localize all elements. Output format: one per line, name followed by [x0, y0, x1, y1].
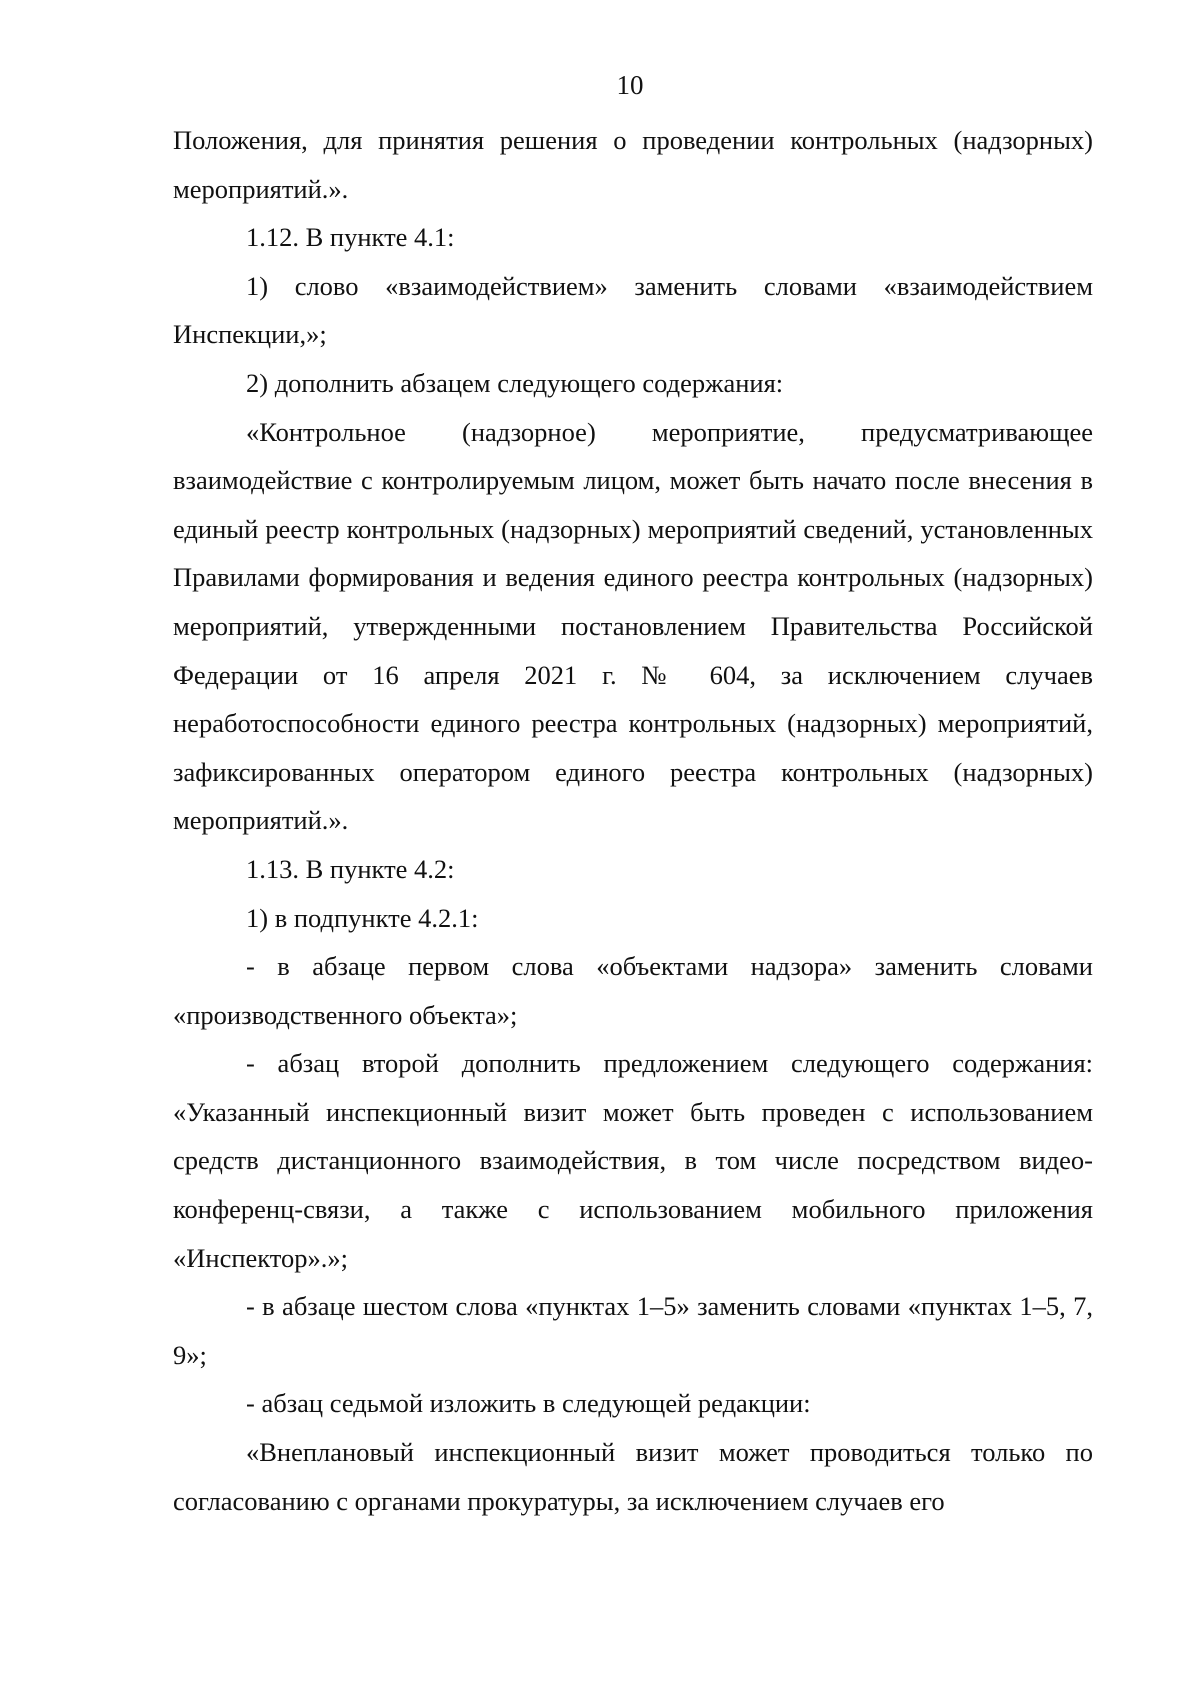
paragraph-1-12-item-1: 1) слово «взаимодействием» заменить словами «взаимодействием Инспекции,»;	[173, 270, 1093, 350]
paragraph-1-13-heading: 1.13. В пункте 4.2:	[246, 853, 455, 884]
paragraph-quoted-unscheduled-visit: «Внеплановый инспекционный визит может проводиться только по согласованию с органами прокуратуры, за исключением случаев его	[173, 1437, 1093, 1516]
paragraph-1-12-item-2: 2) дополнить абзацем следующего содержания:	[246, 367, 784, 398]
paragraph-dash-first-abzats: - в абзаце первом слова «объектами надзора» заменить словами «производственного объекта»;	[173, 951, 1093, 1030]
paragraph-positions-tail: Положения, для принятия решения о проведении контрольных (надзорных) мероприятий.».	[173, 125, 1093, 204]
page-number: 10	[616, 70, 644, 100]
paragraph-dash-seventh-abzats: - абзац седьмой изложить в следующей редакции:	[246, 1388, 811, 1419]
paragraph-1-13-item-1: 1) в подпункте 4.2.1:	[246, 902, 479, 933]
paragraph-quoted-control-measure: «Контрольное (надзорное) мероприятие, предусматривающее взаимодействие с контролируемым лицом, может быть начато после внесения в единый реестр контрольных (надзорных) мероприятий сведений, установленных Правилами формирования и ведения единого реестра контрольных (надзорных) мероприятий, утвержденными постановлением Правительства Российской Федерации от 16 апреля 2021 г. № 604, за исключением случаев неработоспособности единого реестра контрольных (надзорных) мероприятий, зафиксированных оператором единого реестра контрольных (надзорных) мероприятий.».	[173, 416, 1093, 836]
paragraph-dash-sixth-abzats: - в абзаце шестом слова «пунктах 1–5» заменить словами «пунктах 1–5, 7, 9»;	[173, 1291, 1093, 1370]
paragraph-dash-second-abzats: - абзац второй дополнить предложением следующего содержания: «Указанный инспекционный визит может быть проведен с использованием средств дистанционного взаимодействия, в том числе посредством видео-конференц-связи, а также с использованием мобильного приложения «Инспектор».»;	[173, 1048, 1093, 1273]
paragraph-1-12-heading: 1.12. В пункте 4.1:	[246, 222, 455, 253]
document-body	[173, 116, 1093, 1525]
